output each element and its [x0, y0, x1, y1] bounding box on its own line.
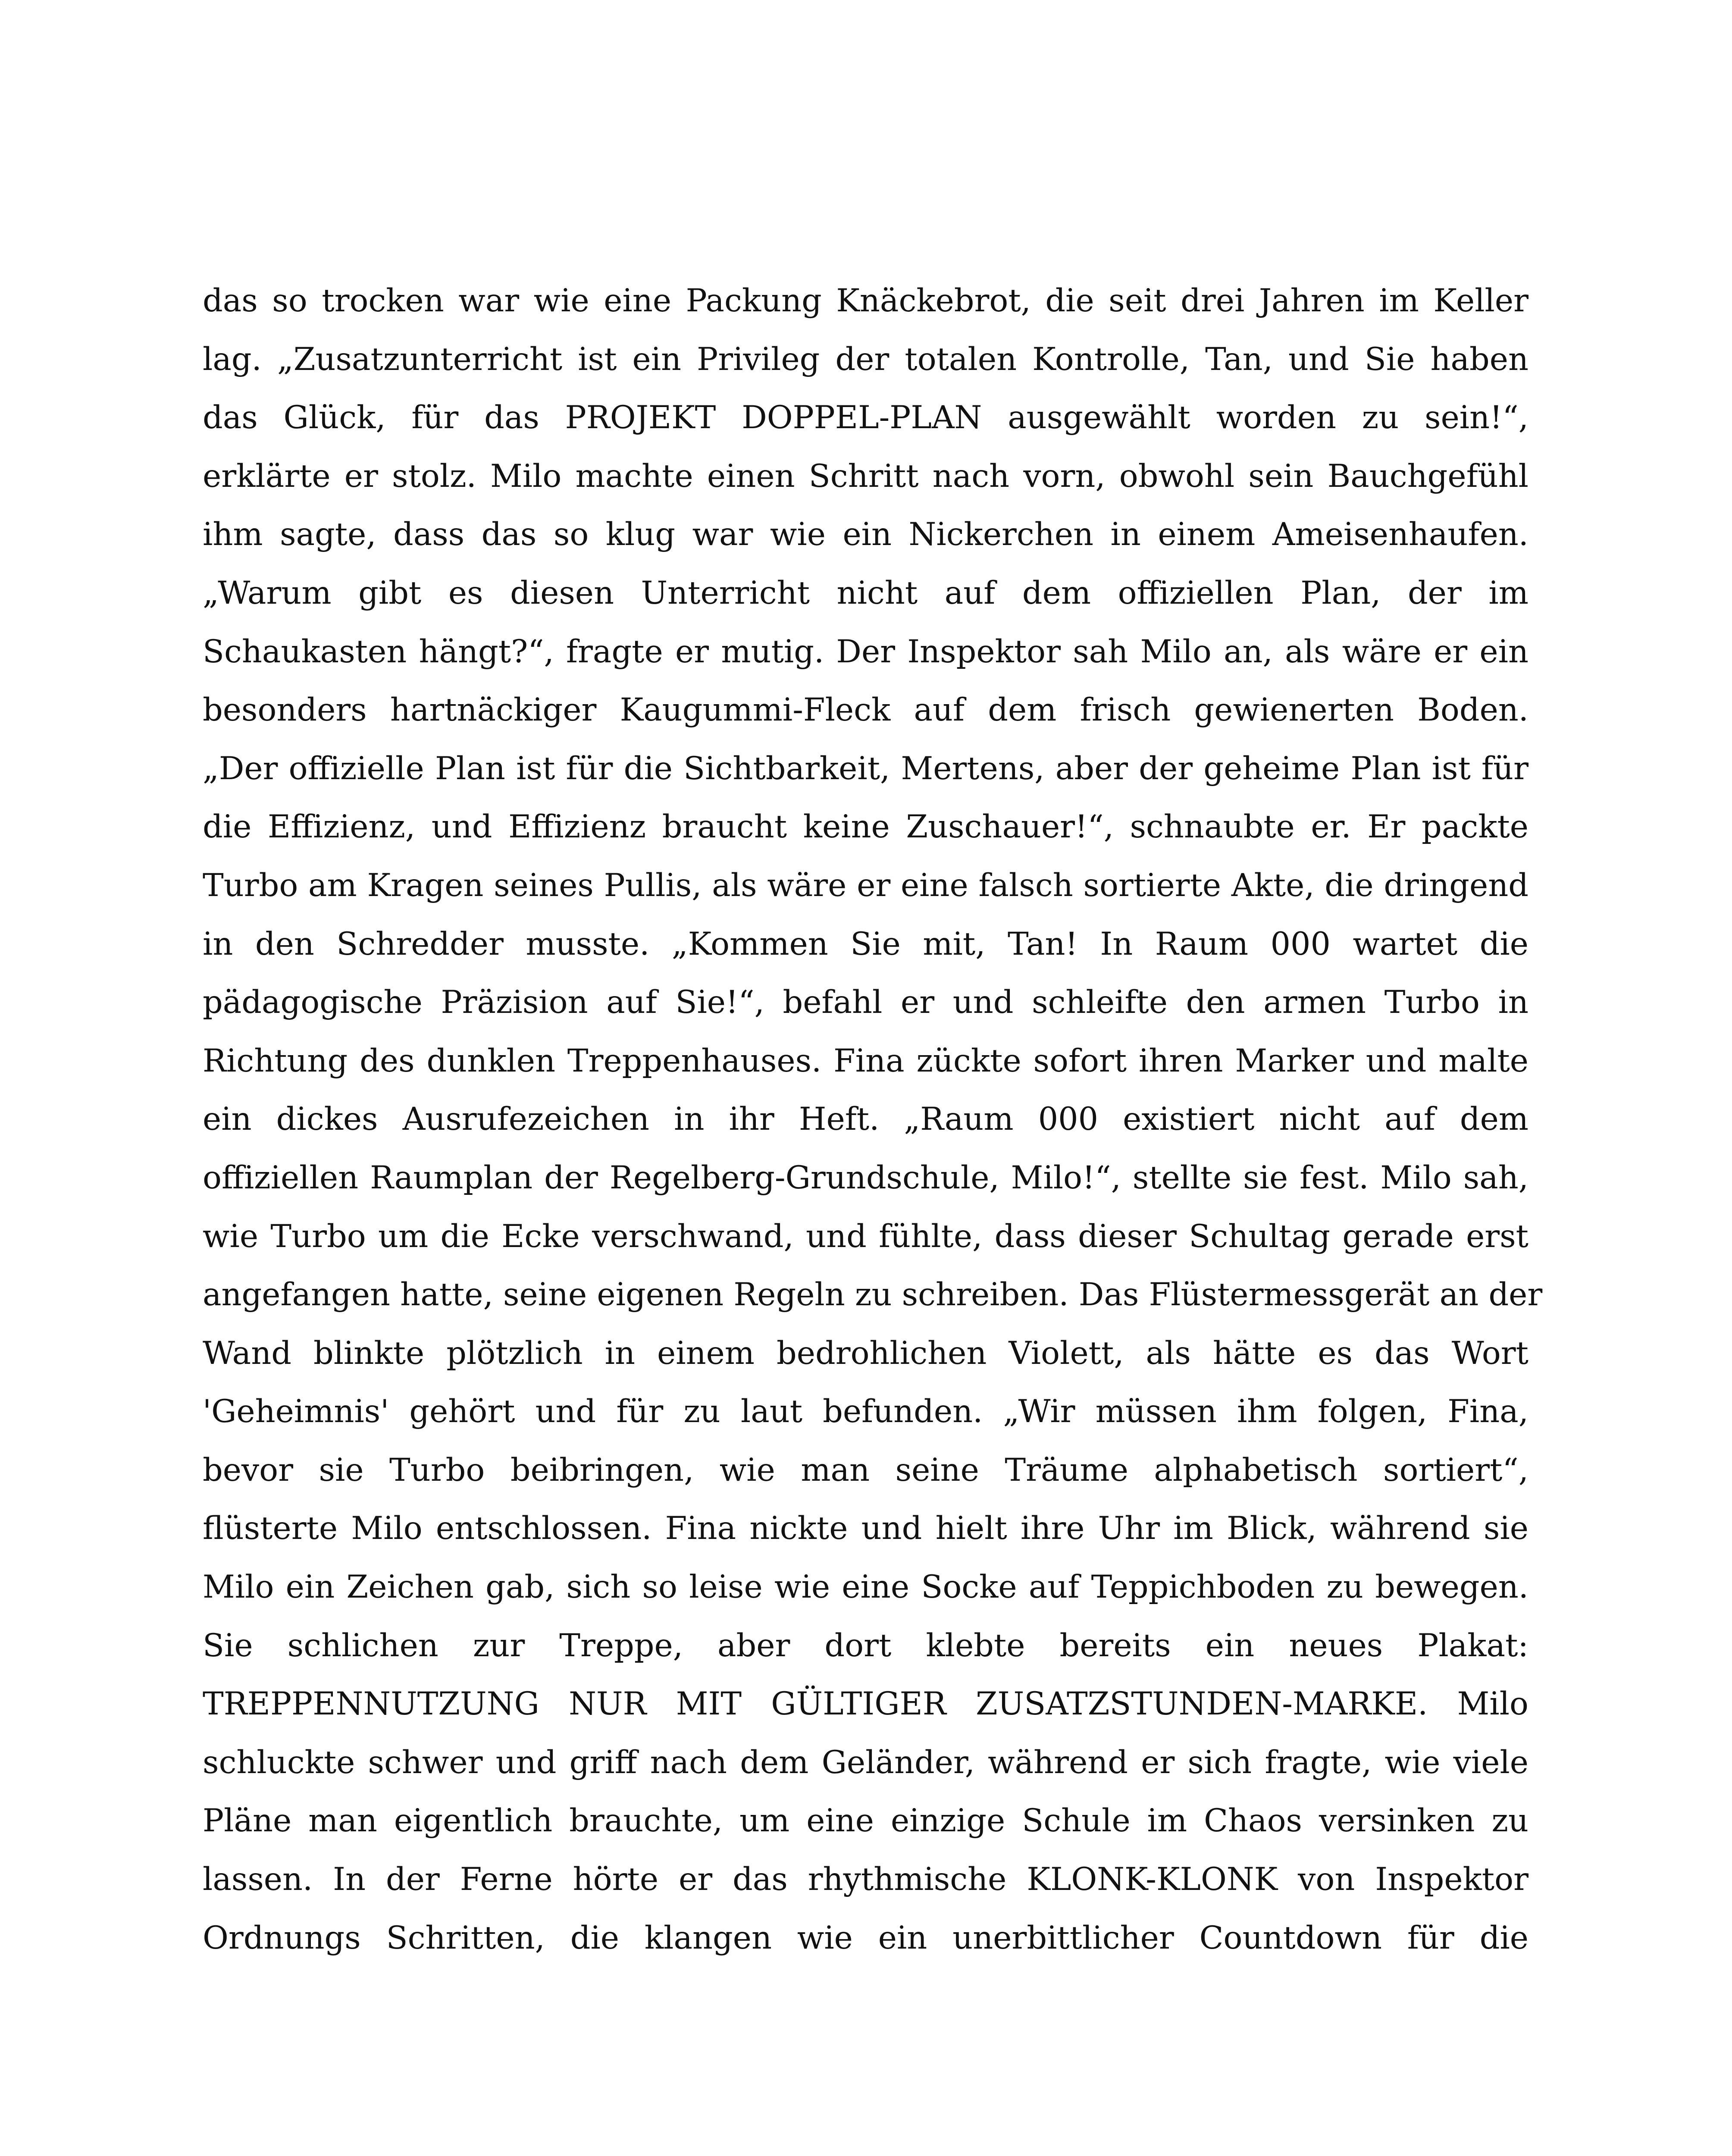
- text-line: „Warum gibt es diesen Unterricht nicht auf dem offiziellen Plan, der im: [203, 574, 1528, 611]
- text-line: 'Geheimnis' gehört und für zu laut befunden. „Wir müssen ihm folgen, Fina,: [203, 1393, 1528, 1430]
- text-line: lag. „Zusatzunterricht ist ein Privileg der totalen Kontrolle, Tan, und Sie haben: [203, 341, 1528, 378]
- text-line: schluckte schwer und griff nach dem Geländer, während er sich fragte, wie viele: [203, 1744, 1528, 1781]
- text-line: das Glück, für das PROJEKT DOPPEL-PLAN ausgewählt worden zu sein!“,: [203, 399, 1528, 436]
- text-line: ihm sagte, dass das so klug war wie ein Nickerchen in einem Ameisenhaufen.: [203, 516, 1528, 553]
- text-line: Schaukasten hängt?“, fragte er mutig. Der Inspektor sah Milo an, als wäre er ein: [203, 633, 1528, 670]
- text-line: TREPPENNUTZUNG NUR MIT GÜLTIGER ZUSATZSTUNDEN-MARKE. Milo: [203, 1686, 1528, 1723]
- text-line: offiziellen Raumplan der Regelberg-Grundschule, Milo!“, stellte sie fest. Milo sah,: [203, 1159, 1528, 1196]
- text-line: die Effizienz, und Effizienz braucht keine Zuschauer!“, schnaubte er. Er packte: [203, 808, 1528, 846]
- text-line: Wand blinkte plötzlich in einem bedrohlichen Violett, als hätte es das Wort: [203, 1335, 1528, 1372]
- text-line: Ordnungs Schritten, die klangen wie ein unerbittlicher Countdown für die: [203, 1919, 1528, 1956]
- text-line: Milo ein Zeichen gab, sich so leise wie eine Socke auf Teppichboden zu bewegen.: [203, 1569, 1528, 1606]
- text-line: besonders hartnäckiger Kaugummi-Fleck auf dem frisch gewienerten Boden.: [203, 692, 1528, 729]
- text-line: Turbo am Kragen seines Pullis, als wäre er eine falsch sortierte Akte, die dringend: [203, 867, 1528, 904]
- text-line: bevor sie Turbo beibringen, wie man seine Träume alphabetisch sortiert“,: [203, 1451, 1528, 1489]
- text-line: erklärte er stolz. Milo machte einen Schritt nach vorn, obwohl sein Bauchgefühl: [203, 458, 1528, 495]
- body-paragraph: [203, 272, 1543, 1967]
- text-line: angefangen hatte, seine eigenen Regeln zu schreiben. Das Flüstermessgerät an der: [203, 1276, 1543, 1313]
- text-line: flüsterte Milo entschlossen. Fina nickte und hielt ihre Uhr im Blick, während sie: [203, 1510, 1528, 1547]
- text-line: in den Schredder musste. „Kommen Sie mit, Tan! In Raum 000 wartet die: [203, 925, 1528, 962]
- text-line: Richtung des dunklen Treppenhauses. Fina zückte sofort ihren Marker und malte: [203, 1042, 1528, 1079]
- text-line: ein dickes Ausrufezeichen in ihr Heft. „Raum 000 existiert nicht auf dem: [203, 1101, 1528, 1138]
- text-line: Pläne man eigentlich brauchte, um eine einzige Schule im Chaos versinken zu: [203, 1802, 1528, 1839]
- text-line: pädagogische Präzision auf Sie!“, befahl er und schleifte den armen Turbo in: [203, 984, 1528, 1021]
- text-line: Sie schlichen zur Treppe, aber dort klebte bereits ein neues Plakat:: [203, 1627, 1528, 1664]
- text-line: lassen. In der Ferne hörte er das rhythmische KLONK-KLONK von Inspektor: [203, 1861, 1528, 1898]
- text-line: wie Turbo um die Ecke verschwand, und fühlte, dass dieser Schultag gerade erst: [203, 1218, 1528, 1255]
- text-line: das so trocken war wie eine Packung Knäckebrot, die seit drei Jahren im Keller: [203, 282, 1528, 319]
- text-line: „Der offizielle Plan ist für die Sichtbarkeit, Mertens, aber der geheime Plan ist für: [203, 750, 1528, 787]
